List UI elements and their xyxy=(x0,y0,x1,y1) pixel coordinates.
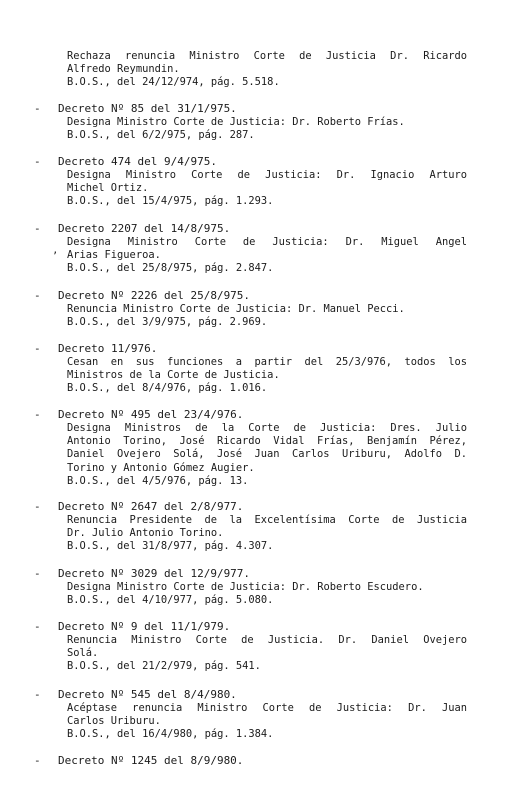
entry-body xyxy=(67,514,467,554)
body-line: Alfredo Reymundin. xyxy=(67,63,180,76)
body-line: Renuncia Ministro Corte de Justicia: Dr. Manuel Pecci. xyxy=(67,303,405,315)
entry-body xyxy=(67,169,467,209)
entry-body xyxy=(67,50,467,90)
body-line: Designa Ministro Corte de Justicia: Dr. Roberto Escudero. xyxy=(67,581,424,593)
decree-heading: Decreto Nº 545 del 8/4/980. xyxy=(58,688,237,701)
body-line: B.O.S., del 8/4/976, pág. 1.016. xyxy=(67,382,268,395)
body-line: B.O.S., del 3/9/975, pág. 2.969. xyxy=(67,316,268,329)
entry-body xyxy=(67,356,467,396)
body-line: B.O.S., del 6/2/975, pág. 287. xyxy=(67,129,255,142)
body-line: B.O.S., del 16/4/980, pág. 1.384. xyxy=(67,728,274,741)
decree-heading: Decreto Nº 9 del 11/1/979. xyxy=(58,620,231,633)
decree-heading: Decreto Nº 2647 del 2/8/977. xyxy=(58,500,244,513)
body-line: B.O.S., del 24/12/974, pág. 5.518. xyxy=(67,76,280,89)
decree-heading: Decreto 2207 del 14/8/975. xyxy=(58,222,231,235)
body-line: B.O.S., del 4/10/977, pág. 5.080. xyxy=(67,594,274,607)
body-line: B.O.S., del 15/4/975, pág. 1.293. xyxy=(67,195,274,208)
body-line: B.O.S., del 21/2/979, pág. 541. xyxy=(67,660,261,673)
body-line: Renuncia Ministro Corte de Justicia. Dr. Daniel Ovejero xyxy=(67,634,467,646)
body-line: Carlos Uriburu. xyxy=(67,715,161,728)
body-line: Ministros de la Corte de Justicia. xyxy=(67,369,280,382)
decree-heading: Decreto 474 del 9/4/975. xyxy=(58,155,217,168)
list-dash: - xyxy=(34,620,41,633)
body-line: Antonio Torino, José Ricardo Vidal Frías, Benjamín Pérez, xyxy=(67,435,467,448)
body-line: Designa Ministro Corte de Justicia: Dr. Ignacio Arturo xyxy=(67,169,467,181)
list-dash: - xyxy=(34,342,41,355)
body-line: B.O.S., del 25/8/975, pág. 2.847. xyxy=(67,262,274,275)
body-line: Renuncia Presidente de la Excelentísima Corte de Justicia xyxy=(67,514,467,526)
list-dash: - xyxy=(34,408,41,421)
body-line: Michel Ortiz. xyxy=(67,182,149,195)
decree-heading: Decreto Nº 1245 del 8/9/980. xyxy=(58,754,244,767)
list-dash: - xyxy=(34,500,41,513)
entry-body xyxy=(67,702,467,742)
body-line: B.O.S., del 4/5/976, pág. 13. xyxy=(67,474,249,487)
body-line: Daniel Ovejero Solá, José Juan Carlos Uriburu, Adolfo D. xyxy=(67,448,467,461)
body-line: Solá. xyxy=(67,647,99,660)
list-dash: - xyxy=(34,567,41,580)
body-line: Designa Ministros de la Corte de Justicia: Dres. Julio xyxy=(67,422,467,434)
entry-body xyxy=(67,303,467,329)
body-line: B.O.S., del 31/8/977, pág. 4.307. xyxy=(67,540,274,553)
body-line: Rechaza renuncia Ministro Corte de Justicia Dr. Ricardo xyxy=(67,50,467,62)
entry-body xyxy=(67,581,467,607)
decree-heading: Decreto Nº 2226 del 25/8/975. xyxy=(58,289,251,302)
stray-mark: ’ xyxy=(52,251,59,262)
decree-heading: Decreto 11/976. xyxy=(58,342,158,355)
entry-body xyxy=(67,634,467,674)
entry-body xyxy=(67,116,467,142)
body-line: Acéptase renuncia Ministro Corte de Justicia: Dr. Juan xyxy=(67,702,467,714)
entry-body xyxy=(67,422,467,488)
list-dash: - xyxy=(34,289,41,302)
body-line: Torino y Antonio Gómez Augier. xyxy=(67,461,255,474)
decree-heading: Decreto Nº 85 del 31/1/975. xyxy=(58,102,237,115)
list-dash: - xyxy=(34,155,41,168)
list-dash: - xyxy=(34,222,41,235)
list-dash: - xyxy=(34,102,41,115)
body-line: Arias Figueroa. xyxy=(67,249,161,262)
decree-heading: Decreto Nº 3029 del 12/9/977. xyxy=(58,567,251,580)
body-line: Cesan en sus funciones a partir del 25/3/976, todos los xyxy=(67,356,467,368)
decree-heading: Decreto Nº 495 del 23/4/976. xyxy=(58,408,244,421)
list-dash: - xyxy=(34,688,41,701)
body-line: Designa Ministro Corte de Justicia: Dr. Miguel Angel xyxy=(67,236,467,248)
body-line: Designa Ministro Corte de Justicia: Dr. Roberto Frías. xyxy=(67,116,405,128)
entry-body xyxy=(67,236,467,276)
body-line: Dr. Julio Antonio Torino. xyxy=(67,527,224,540)
list-dash: - xyxy=(34,754,41,767)
